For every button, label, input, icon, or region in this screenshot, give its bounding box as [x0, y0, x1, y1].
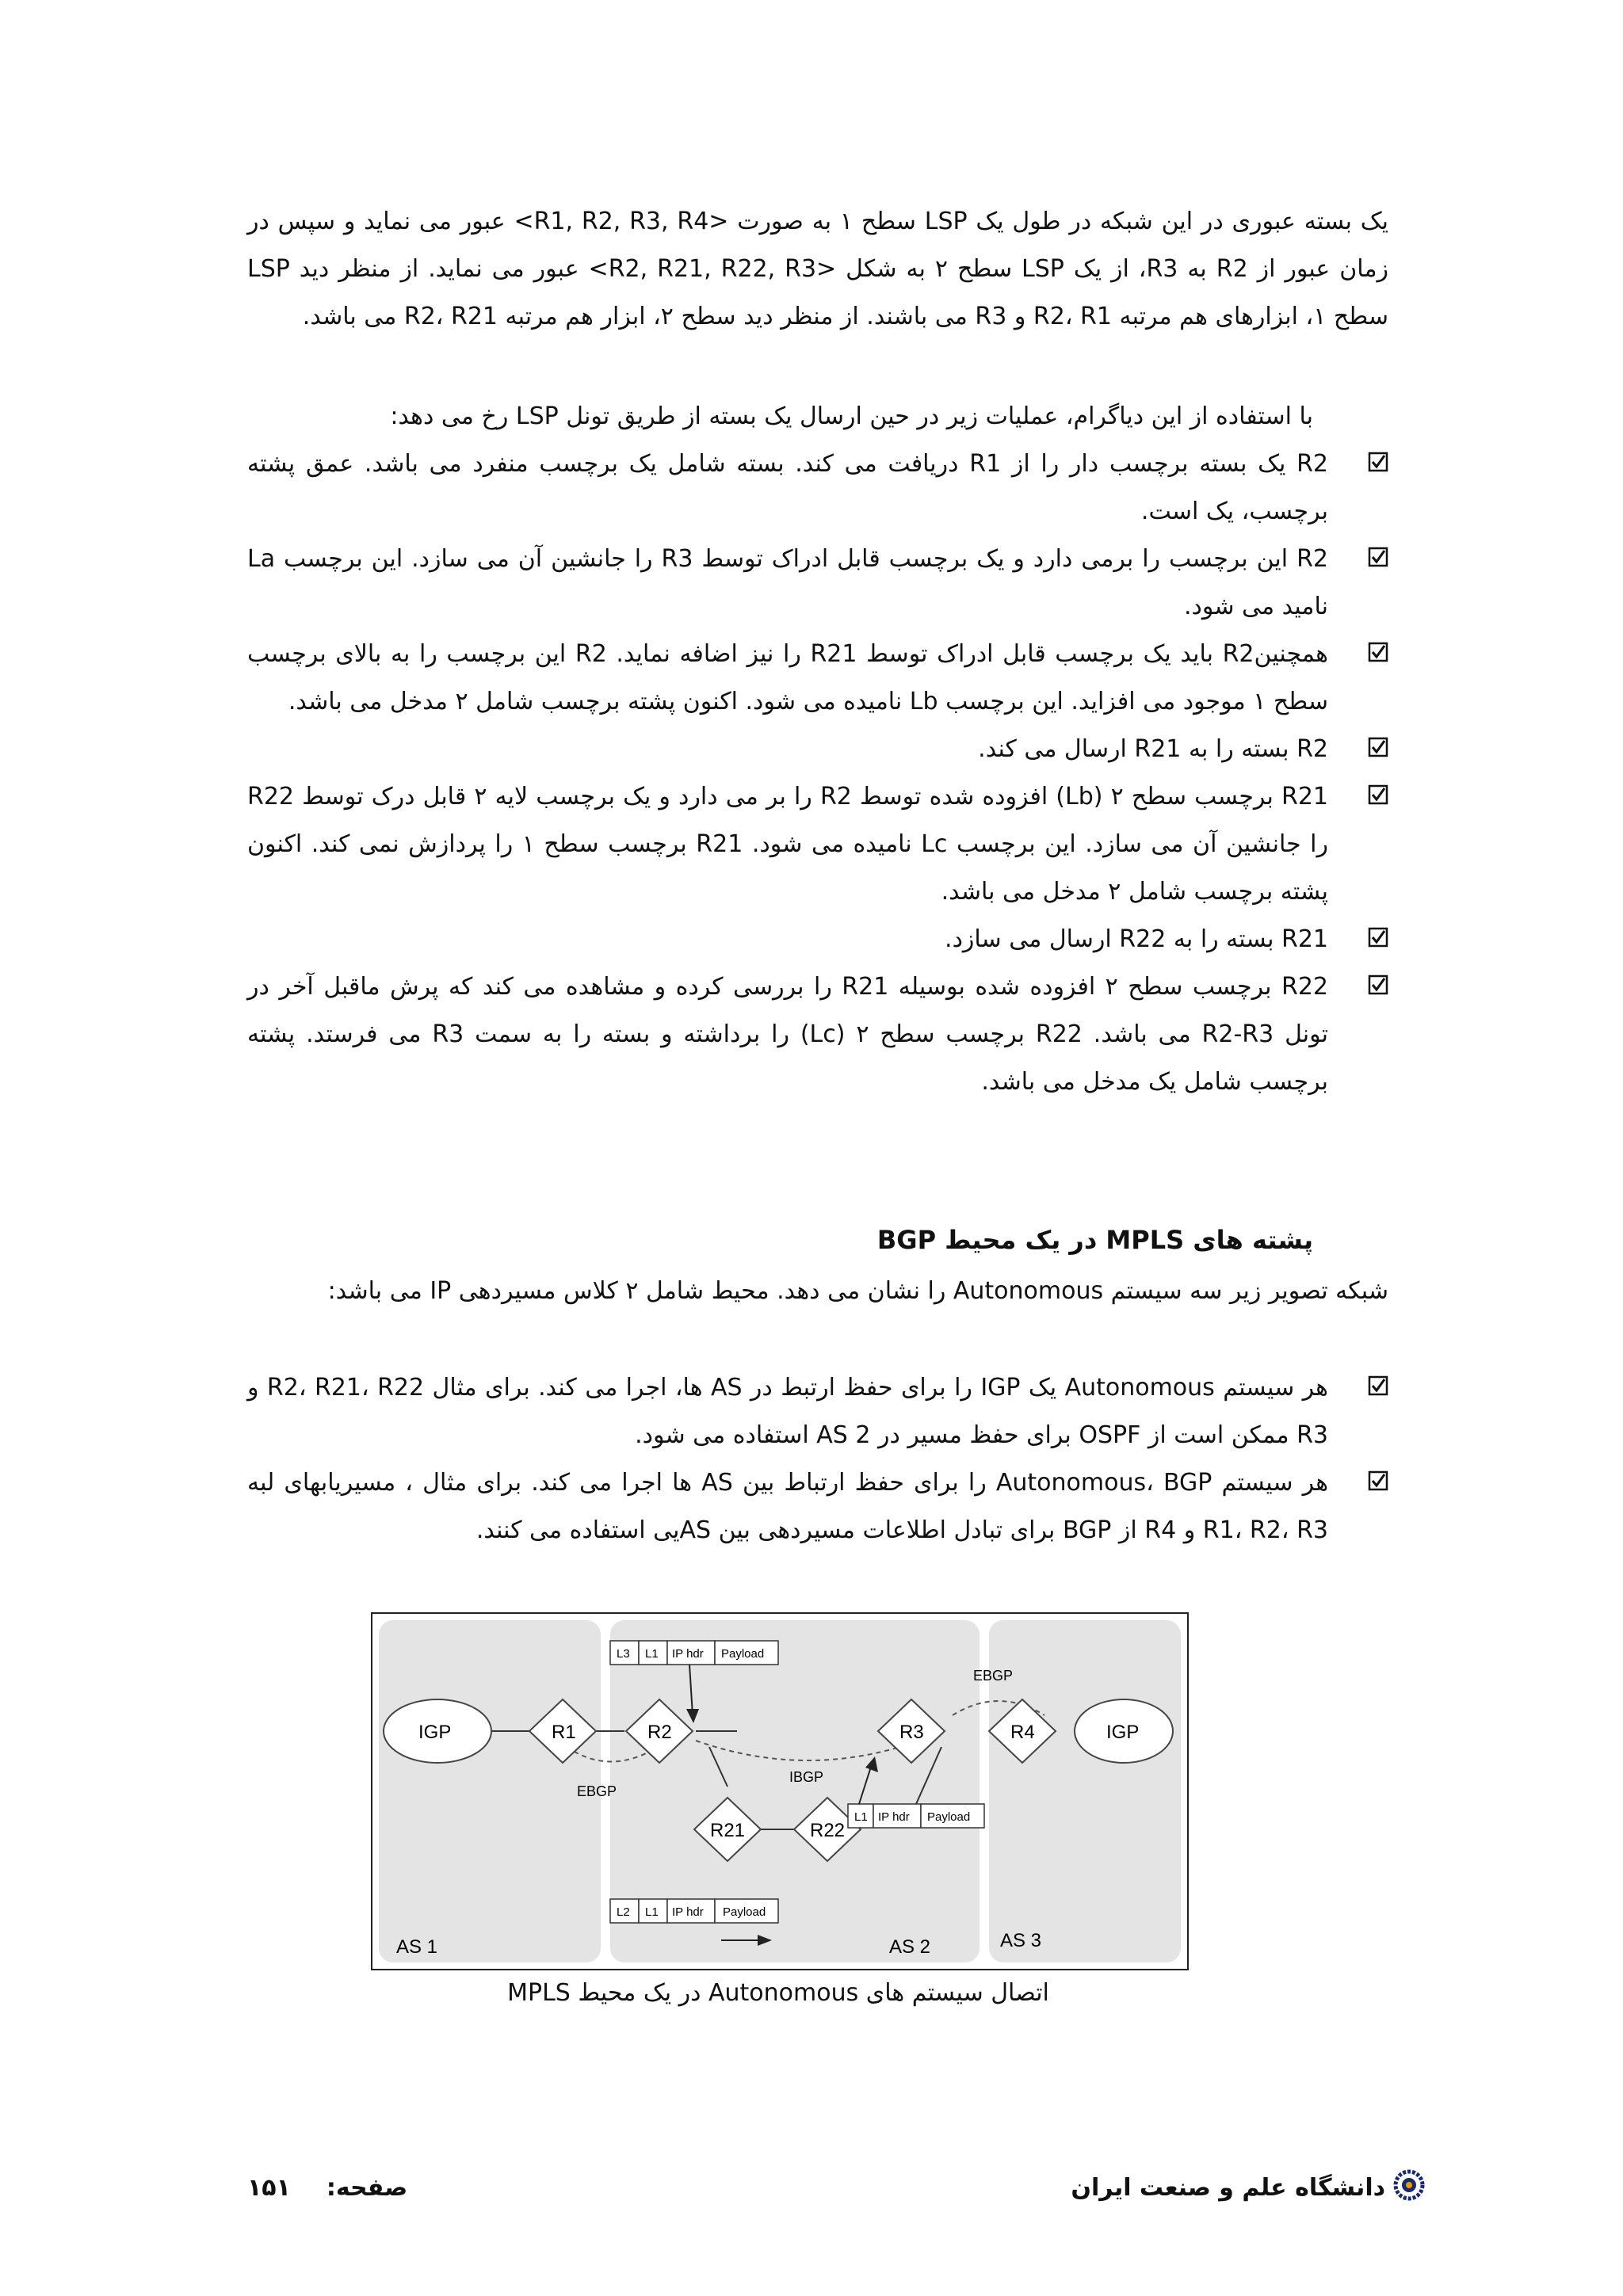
step-item [247, 631, 1388, 726]
as1-label: AS 1 [396, 1936, 438, 1958]
checkbox-icon [1368, 737, 1388, 757]
svg-text:L3: L3 [617, 1647, 630, 1661]
network-diagram [371, 1612, 1189, 1970]
igp-cloud-right [1075, 1699, 1173, 1763]
ebgp-label-left: EBGP [577, 1783, 617, 1799]
section-item-text: هر سیستم Autonomous، BGP را برای حفظ ارتباط بین AS ها اجرا می کند. برای مثال ، مسیریابهای لبه R1، R2، R3 و R4 از BGP برای تبادل اطلاعات مسیردهی بین ASیی استفاده می کنند. [247, 1469, 1329, 1544]
svg-text:R4: R4 [1010, 1722, 1035, 1743]
as1-region [379, 1620, 601, 1962]
step-text: R22 برچسب سطح ۲ افزوده شده بوسیله R21 را بررسی کرده و مشاهده می کند که پرش ماقبل آخر در تونل R2-R3 می باشد. R22 برچسب سطح ۲ (Lc) را برداشته و بسته را به سمت R3 می فرستد. پشته برچسب شامل یک مدخل می باشد. [247, 973, 1329, 1096]
checkbox-icon [1368, 1375, 1388, 1396]
lead-paragraph [247, 393, 1313, 441]
step-item [247, 536, 1388, 631]
svg-text:L2: L2 [617, 1905, 630, 1919]
step-text: همچنینR2 باید یک برچسب قابل ادراک توسط R21 را نیز اضافه نماید. R2 این برچسب را به بالای برچسب سطح ۱ موجود می افزاید. این برچسب Lb نامیده می شود. اکنون پشته برچسب شامل ۲ مدخل می باشد. [247, 640, 1328, 715]
intro-text: یک بسته عبوری در این شبکه در طول یک LSP سطح ۱ به صورت <R1, R2, R3, R4> عبور می نماید و سپس در زمان عبور از R2 به R3، از یک LSP سطح ۲ به شکل <R2, R21, R22, R3> عبور می نماید. از منظر دید LSP سطح ۱، ابزارهای هم مرتبه R2، R1 و R3 می باشند. از منظر دید سطح ۲، ابزار هم مرتبه R2، R21 می باشد. [247, 208, 1389, 330]
steps-list [247, 441, 1388, 1106]
ebgp-label-right: EBGP [973, 1668, 1014, 1684]
step-text: R21 برچسب سطح ۲ (Lb) افزوده شده توسط R2 را بر می دارد و یک برچسب لایه ۲ قابل درک توسط R22 را جانشین آن می سازد. این برچسب Lc نامیده می شود. R21 برچسب سطح ۱ را پردازش نمی کند. اکنون پشته برچسب شامل ۲ مدخل می باشد. [247, 783, 1328, 906]
svg-text:R3: R3 [899, 1722, 924, 1743]
step-text: R2 این برچسب را برمی دارد و یک برچسب قابل ادراک توسط R3 را جانشین آن می سازد. این برچسب La نامید می شود. [247, 545, 1329, 620]
svg-text:R1: R1 [552, 1722, 576, 1743]
step-item [247, 726, 1388, 773]
svg-text:IGP: IGP [418, 1722, 452, 1743]
footer-page [247, 2172, 407, 2204]
svg-text:IP hdr: IP hdr [878, 1810, 910, 1824]
checkbox-icon [1368, 547, 1388, 567]
igp-cloud-left [384, 1699, 491, 1763]
checkbox-icon [1368, 974, 1388, 995]
checkbox-icon [1368, 784, 1388, 805]
section-heading: پشته های MPLS در یک محیط BGP [876, 1225, 1313, 1255]
diagram-svg [372, 1614, 1187, 1969]
university-logo-icon [1393, 2169, 1425, 2201]
checkbox-icon [1368, 927, 1388, 948]
svg-text:IP hdr: IP hdr [672, 1647, 704, 1661]
step-item [247, 773, 1388, 916]
section-list [247, 1364, 1388, 1554]
svg-text:R21: R21 [710, 1820, 746, 1841]
section-intro-text: شبکه تصویر زیر سه سیستم Autonomous را نشان می دهد. محیط شامل ۲ کلاس مسیردهی IP می باشد: [327, 1277, 1388, 1305]
step-item [247, 963, 1388, 1106]
step-item [247, 916, 1388, 963]
as3-label: AS 3 [1000, 1930, 1042, 1951]
checkbox-icon [1368, 452, 1388, 472]
ibgp-label: IBGP [789, 1769, 824, 1785]
as3-region [989, 1620, 1181, 1962]
svg-text:L1: L1 [645, 1905, 659, 1919]
svg-text:R2: R2 [647, 1722, 672, 1743]
step-text: R21 بسته را به R22 ارسال می سازد. [945, 925, 1328, 953]
svg-text:IP hdr: IP hdr [672, 1905, 704, 1919]
checkbox-icon [1368, 642, 1388, 662]
svg-text:L1: L1 [645, 1647, 659, 1661]
page-number: ۱۵۱ [247, 2174, 291, 2202]
page-label: صفحه: [326, 2174, 408, 2202]
svg-text:Payload: Payload [723, 1905, 766, 1919]
svg-text:Payload: Payload [927, 1810, 971, 1824]
intro-paragraph [247, 198, 1388, 341]
section-item [247, 1364, 1388, 1459]
checkbox-icon [1368, 1470, 1388, 1491]
section-item [247, 1459, 1388, 1554]
step-text: R2 بسته را به R21 ارسال می کند. [978, 735, 1328, 763]
step-item [247, 441, 1388, 536]
figure-caption: اتصال سیستم های Autonomous در یک محیط MPLS [507, 1979, 1049, 2007]
step-text: R2 یک بسته برچسب دار را از R1 دریافت می کند. بسته شامل یک برچسب منفرد می باشد. عمق پشته برچسب، یک است. [247, 450, 1328, 525]
as2-label: AS 2 [889, 1936, 931, 1958]
section-intro [247, 1268, 1388, 1315]
svg-text:L1: L1 [854, 1810, 868, 1824]
svg-text:IGP: IGP [1106, 1722, 1140, 1743]
footer-university: دانشگاه علم و صنعت ایران [1071, 2174, 1385, 2202]
svg-text:R22: R22 [810, 1820, 846, 1841]
svg-text:Payload: Payload [721, 1647, 765, 1661]
lead-text: با استفاده از این دیاگرام، عملیات زیر در حین ارسال یک بسته از طریق تونل LSP رخ می دهد: [390, 402, 1313, 430]
section-item-text: هر سیستم Autonomous یک IGP را برای حفظ ارتبط در AS ها، اجرا می کند. برای مثال R2، R21، R22 و R3 ممکن است از OSPF برای حفظ مسیر در AS 2 استفاده می شود. [247, 1374, 1328, 1449]
